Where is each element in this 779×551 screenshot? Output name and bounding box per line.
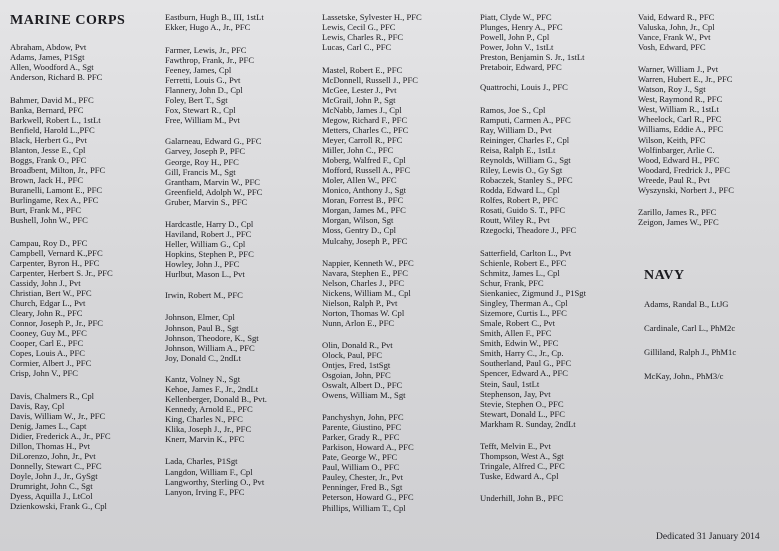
- honoree-name: Carpenter, Herbert S. Jr., PFC: [10, 267, 113, 278]
- honoree-name: Davis, Chalmers R., Cpl: [10, 390, 95, 401]
- honoree-name: Olin, Donald R., Pvt: [322, 339, 393, 350]
- honoree-name: Knerr, Marvin K., PFC: [165, 434, 245, 445]
- honoree-name: Lada, Charles, P1Sgt: [165, 456, 238, 467]
- honoree-name: Benfield, Harold L.,PFC: [10, 124, 95, 135]
- honoree-name: Haviland, Robert J., PFC: [165, 228, 252, 239]
- honoree-name: Vaid, Edward R., PFC: [638, 12, 715, 22]
- honoree-name: Williams, Eddie A., PFC: [638, 124, 724, 135]
- honoree-name: Peterson, Howard G., PFC: [322, 492, 414, 503]
- honoree-name: Stevie, Stephen O., PFC: [480, 398, 564, 409]
- honoree-name: Norton, Thomas W. Cpl: [322, 307, 405, 318]
- honoree-name: Heller, William G., Cpl: [165, 238, 246, 249]
- honoree-name: Campau, Roy D., PFC: [10, 237, 88, 248]
- honoree-name: Schienle, Robert E., PFC: [480, 257, 567, 268]
- honoree-name: Morgan, James M., PFC: [322, 205, 406, 216]
- honoree-name: Stein, Saul, 1stLt: [480, 378, 540, 389]
- honoree-name: Kantz, Volney N., Sgt: [165, 374, 241, 385]
- honoree-name: Piatt, Clyde W., PFC: [480, 12, 552, 22]
- honoree-name: Stephenson, Jay, Pvt: [480, 388, 551, 399]
- honoree-name: Kehoe, James F., Jr., 2ndLt: [165, 384, 259, 395]
- honoree-name: Thompson, West A., Sgt: [480, 450, 564, 461]
- honoree-name: Irwin, Robert M., PFC: [165, 290, 243, 301]
- honoree-name: Monico, Anthony J., Sgt: [322, 185, 407, 196]
- honoree-name: Underhill, John B., PFC: [480, 492, 564, 503]
- honoree-name: Megow, Richard F., PFC: [322, 114, 408, 125]
- honoree-name: Campbell, Vernard K.,PFC: [10, 247, 103, 258]
- honoree-name: Church, Edgar L., Pvt: [10, 298, 86, 309]
- navy-heading: NAVY: [644, 268, 685, 283]
- honoree-name: Fox, Stewart R., Cpl: [165, 104, 236, 115]
- honoree-name: Ferretti, Louis G., Pvt: [165, 74, 241, 85]
- honoree-name: Moss, Gentry D., Cpl: [322, 225, 397, 236]
- honoree-name: Rzegocki, Theadore J., PFC: [480, 225, 577, 236]
- honoree-name: Smale, Robert C., Pvt: [480, 318, 555, 329]
- honoree-name: Wreede, Paul R., Pvt: [638, 174, 710, 185]
- honoree-name: Wheelock, Carl R., PFC: [638, 114, 722, 125]
- honoree-name: Vance, Frank W., Pvt: [638, 32, 711, 43]
- honoree-name: Tuske, Edward A., Cpl: [480, 470, 559, 481]
- honoree-name: Osgoian, John, PFC: [322, 369, 391, 380]
- honoree-name: Watson, Roy J., Sgt: [638, 84, 706, 95]
- honoree-name: Farmer, Lewis, Jr., PFC: [165, 44, 247, 55]
- honoree-name: Gill, Francis M., Sgt: [165, 166, 236, 177]
- honoree-name: Free, William M., Pvt: [165, 114, 240, 125]
- honoree-name: Johnson, Elmer, Cpl: [165, 312, 235, 323]
- honoree-name: Joy, Donald C., 2ndLt: [165, 352, 241, 363]
- honoree-name: King, Charles N., PFC: [165, 414, 243, 425]
- honoree-name: Southerland, Paul G., PFC: [480, 358, 572, 369]
- honoree-name: Brown, Jack H., PFC: [10, 175, 84, 186]
- honoree-name: Rodda, Edward L., Cpl: [480, 185, 560, 196]
- honoree-name: Navara, Stephen E., PFC: [322, 267, 408, 278]
- honoree-name: Cormier, Albert J., PFC: [10, 358, 92, 369]
- honoree-name: Phillips, William T., Cpl: [322, 502, 406, 513]
- honoree-name: Wood, Edward H., PFC: [638, 154, 720, 165]
- honoree-name: George, Roy H., PFC: [165, 156, 239, 167]
- honoree-name: Paul, William O., PFC: [322, 462, 400, 473]
- honoree-name: Power, John V., 1stLt: [480, 42, 554, 53]
- honoree-name: Schur, Frank, PFC: [480, 278, 544, 288]
- honoree-name: Parker, Grady R., PFC: [322, 432, 400, 443]
- honoree-name: Warren, Hubert E., Jr., PFC: [638, 74, 733, 85]
- honoree-name: Valuska, John, Jr., Cpl: [638, 22, 715, 33]
- honoree-name: Vosh, Edward, PFC: [638, 42, 706, 53]
- honoree-name: Powell, John P., Cpl: [480, 32, 550, 43]
- honoree-name: Garvey, Joseph P., PFC: [165, 146, 246, 157]
- honoree-name: Reynolds, William G., Sgt: [480, 155, 571, 165]
- honoree-name: Miller, John C., PFC: [322, 145, 394, 156]
- honoree-name: McGee, Lester J., Pvt: [322, 84, 397, 95]
- honoree-name: Dillon, Thomas H., Pvt: [10, 441, 91, 452]
- honoree-name: Grantham, Marvin W., PFC: [165, 176, 261, 187]
- honoree-name: Rosati, Guido S. T., PFC: [480, 205, 566, 216]
- honoree-name: Ekker, Hugo A., Jr., PFC: [165, 22, 251, 33]
- honoree-name: Dyess, Aquilla J., LtCol: [10, 491, 93, 502]
- honoree-name: Panchyshyn, John, PFC: [322, 412, 404, 423]
- honoree-name: Schmitz, James L., Cpl: [480, 267, 560, 278]
- honoree-name: Abraham, Abdow, Pvt: [10, 42, 87, 52]
- honoree-name: Drumright, John C., Sgt: [10, 481, 93, 492]
- honoree-name: Woodard, Fredrick J., PFC: [638, 164, 730, 175]
- honoree-name: Morgan, Wilson, Sgt: [322, 215, 394, 226]
- honoree-name: Denig, James L., Capt: [10, 421, 87, 432]
- honoree-name: Rolfes, Robert P., PFC: [480, 195, 558, 206]
- honoree-name: Smith, Allen F., PFC: [480, 328, 552, 339]
- honoree-name: Stewart, Donald L., PFC: [480, 408, 565, 419]
- marine-corps-heading: MARINE CORPS: [10, 13, 126, 28]
- honoree-name: Carpenter, Byron H., PFC: [10, 257, 100, 268]
- honoree-name: Gruber, Marvin S., PFC: [165, 196, 248, 207]
- honoree-name: Buranelli, Lamont E., PFC: [10, 185, 103, 196]
- honoree-name: Lanyon, Irving F., PFC: [165, 486, 245, 497]
- honoree-name: Lassetske, Sylvester H., PFC: [322, 12, 422, 22]
- honoree-name: Ramputi, Carmen A., PFC: [480, 114, 571, 125]
- honoree-name: Reisa, Ralph E., 1stLt: [480, 144, 556, 155]
- honoree-name: Olock, Paul, PFC: [322, 349, 383, 360]
- honoree-name: Cooney, Guy M., PFC: [10, 328, 87, 339]
- honoree-name: Nappier, Kenneth W., PFC: [322, 257, 414, 268]
- honoree-name: Cooper, Carl E., PFC: [10, 338, 84, 349]
- honoree-name: Cleary, John R., PFC: [10, 308, 83, 319]
- honoree-name: Didier, Frederick A., Jr., PFC: [10, 431, 111, 442]
- honoree-name: Tringale, Alfred C., PFC: [480, 460, 565, 471]
- honoree-name: Galarneau, Edward G., PFC: [165, 136, 262, 147]
- honoree-name: Doyle, John J., Jr., GySgt: [10, 471, 98, 482]
- honoree-name: Langworthy, Sterling O., Pvt: [165, 476, 265, 487]
- honoree-name: Bahmer, David M., PFC: [10, 94, 94, 105]
- honoree-name: Allen, Woodford A., Sgt: [10, 62, 94, 73]
- honoree-name: Parente, Giustino, PFC: [322, 422, 402, 433]
- honoree-name: Copes, Louis A., PFC: [10, 348, 85, 359]
- honoree-name: Parkison, Howard A., PFC: [322, 442, 414, 453]
- honoree-name: Plunges, Henry A., PFC: [480, 22, 563, 33]
- honoree-name: Davis, Ray, Cpl: [10, 400, 65, 411]
- honoree-name: Reininger, Charles F., Cpl: [480, 134, 570, 145]
- honoree-name: Foley, Bert T., Sgt: [165, 94, 228, 105]
- honoree-name: Penninger, Fred B., Sgt: [322, 482, 403, 493]
- honoree-name: Dzienkowski, Frank G., Cpl: [10, 501, 107, 512]
- honoree-name: McDonnell, Russell J., PFC: [322, 74, 418, 85]
- honoree-name: Lucas, Carl C., PFC: [322, 42, 392, 53]
- honoree-name: Christian, Bert W., PFC: [10, 288, 92, 298]
- honoree-name: Bushell, John W., PFC: [10, 215, 88, 226]
- honoree-name: West, William R., 1stLt: [638, 104, 719, 115]
- honoree-name: Moran, Forrest B., PFC: [322, 195, 404, 206]
- honoree-name: Lewis, Charles R., PFC: [322, 32, 404, 43]
- honoree-name: Adams, James, P1Sgt: [10, 52, 85, 63]
- honoree-name: Smith, Harry C., Jr., Cp.: [480, 348, 564, 359]
- honoree-name: Nickens, William M., Cpl: [322, 287, 411, 298]
- honoree-name: Routt, Wiley R., Pvt: [480, 215, 550, 226]
- honoree-name: Connor, Joseph P., Jr., PFC: [10, 318, 104, 329]
- honoree-name: Metters, Charles C., PFC: [322, 124, 409, 135]
- honoree-name: Robaczek, Stanley S., PFC: [480, 175, 573, 186]
- honoree-name: Hurlbut, Mason L., Pvt: [165, 268, 245, 279]
- honoree-name: West, Raymond R., PFC: [638, 94, 723, 105]
- honoree-name: Barkwell, Robert L., 1stLt: [10, 114, 101, 125]
- honoree-name: Warner, William J., Pvt: [638, 64, 719, 75]
- honoree-name: Gilliland, Ralph J., PhM1c: [644, 347, 737, 357]
- honoree-name: Eastburn, Hugh B., III, 1stLt: [165, 12, 264, 22]
- honoree-name: Satterfield, Carlton L., Pvt: [480, 247, 572, 258]
- dedication-date: Dedicated 31 January 2014: [656, 532, 760, 542]
- honoree-name: Hopkins, Stephen P., PFC: [165, 248, 254, 259]
- honoree-name: Lewis, Cecil G., PFC: [322, 22, 396, 33]
- honoree-name: Anderson, Richard B. PFC: [10, 72, 103, 83]
- honoree-name: Wolfinbarger, Arlie C.: [638, 144, 715, 155]
- honoree-name: Broadbent, Milton, Jr., PFC: [10, 165, 106, 175]
- honoree-name: Ramos, Joe S., Cpl: [480, 104, 546, 115]
- honoree-name: Crisp, John V., PFC: [10, 368, 78, 379]
- honoree-name: Kellenberger, Donald B., Pvt.: [165, 394, 267, 405]
- honoree-name: Boggs, Frank O., PFC: [10, 154, 87, 165]
- honoree-name: Wilson, Keith, PFC: [638, 134, 706, 145]
- honoree-name: Greenfield, Adolph W., PFC: [165, 186, 263, 197]
- honoree-name: Donnelly, Stewart C., PFC: [10, 461, 102, 472]
- honoree-name: Cassidy, John J., Pvt: [10, 277, 81, 288]
- honoree-name: Hardcastle, Harry D., Cpl: [165, 218, 254, 229]
- honoree-name: Fawthrop, Frank, Jr., PFC: [165, 54, 255, 65]
- honoree-name: Banka, Bernard, PFC: [10, 104, 84, 115]
- honoree-name: Cardinale, Carl L., PhM2c: [644, 323, 736, 333]
- honoree-name: Burlingame, Rex A., PFC: [10, 195, 99, 206]
- honoree-name: Johnson, Paul B., Sgt: [165, 322, 239, 333]
- honoree-name: Flannery, John D., Cpl: [165, 84, 243, 95]
- honoree-name: Nelson, Charles J., PFC: [322, 277, 405, 288]
- honoree-name: Singley, Therman A., Cpl: [480, 298, 568, 309]
- honoree-name: Ontjes, Fred, 1stSgt: [322, 359, 391, 370]
- honoree-name: Mulcahy, Joseph P., PFC: [322, 235, 408, 246]
- honoree-name: Tefft, Melvin E., Pvt: [480, 440, 551, 451]
- honoree-name: Owens, William M., Sgt: [322, 390, 406, 401]
- honoree-name: Zarillo, James R., PFC: [638, 206, 717, 217]
- honoree-name: Spencer, Edward A., PFC: [480, 368, 568, 379]
- honoree-name: Riley, Lewis O., Gy Sgt: [480, 165, 563, 176]
- honoree-name: Ray, William D., Pvt: [480, 124, 552, 135]
- honoree-name: McKay, John., PhM3/c: [644, 371, 724, 381]
- honoree-name: Johnson, Theodore, K., Sgt: [165, 332, 259, 343]
- honoree-name: Black, Herbert G., Pvt: [10, 134, 87, 145]
- honoree-name: Feeney, James, Cpl: [165, 64, 232, 75]
- honoree-name: Markham R. Sunday, 2ndLt: [480, 418, 576, 429]
- honoree-name: Moler, Allen W., PFC: [322, 175, 397, 186]
- honoree-name: Meyer, Carroll R., PFC: [322, 135, 403, 145]
- honoree-name: McNabb, James J., Cpl: [322, 104, 402, 115]
- honoree-name: Adams, Randal B., LtJG: [644, 299, 729, 309]
- honoree-name: Klika, Joseph J., Jr., PFC: [165, 424, 252, 435]
- honoree-name: Mofford, Russell A., PFC: [322, 165, 411, 176]
- honoree-name: Sizemore, Curtis L., PFC: [480, 308, 567, 319]
- honoree-name: Smith, Edwin W., PFC: [480, 338, 559, 349]
- honoree-name: Quattrochi, Louis J., PFC: [480, 82, 568, 93]
- honoree-name: McGrail, John P., Sgt: [322, 94, 396, 105]
- honoree-name: Wyszynski, Norbert J., PFC: [638, 184, 734, 195]
- honoree-name: Oswalt, Albert D., PFC: [322, 380, 403, 390]
- honoree-name: Langdon, William F., Cpl: [165, 466, 253, 477]
- honoree-name: Nunn, Arlon E., PFC: [322, 317, 395, 328]
- honoree-name: Sienkaniec, Zigmund J., P1Sgt: [480, 288, 586, 299]
- honoree-name: Pretaboir, Edward, PFC: [480, 62, 562, 73]
- honoree-name: Moberg, Walfred F., Cpl: [322, 155, 406, 166]
- honoree-name: Howley, John J., PFC: [165, 258, 240, 269]
- honoree-name: DiLorenzo, John, Jr., Pvt: [10, 451, 96, 462]
- honoree-name: Kennedy, Arnold E., PFC: [165, 404, 253, 415]
- honoree-name: Blanton, Jesse E., Cpl: [10, 144, 86, 155]
- honoree-name: Nielson, Ralph P., Pvt: [322, 297, 398, 308]
- honoree-name: Burt, Frank M., PFC: [10, 205, 82, 216]
- honoree-name: Pauley, Chester, Jr., Pvt: [322, 472, 403, 483]
- honoree-name: Zeigon, James W., PFC: [638, 216, 719, 227]
- honoree-name: Pate, George W., PFC: [322, 452, 398, 463]
- honoree-name: Preston, Benjamin S. Jr., 1stLt: [480, 52, 585, 63]
- honoree-name: Mastel, Robert E., PFC: [322, 64, 403, 75]
- honoree-name: Davis, William W., Jr., PFC: [10, 411, 106, 421]
- honoree-name: Johnson, William A., PFC: [165, 342, 255, 353]
